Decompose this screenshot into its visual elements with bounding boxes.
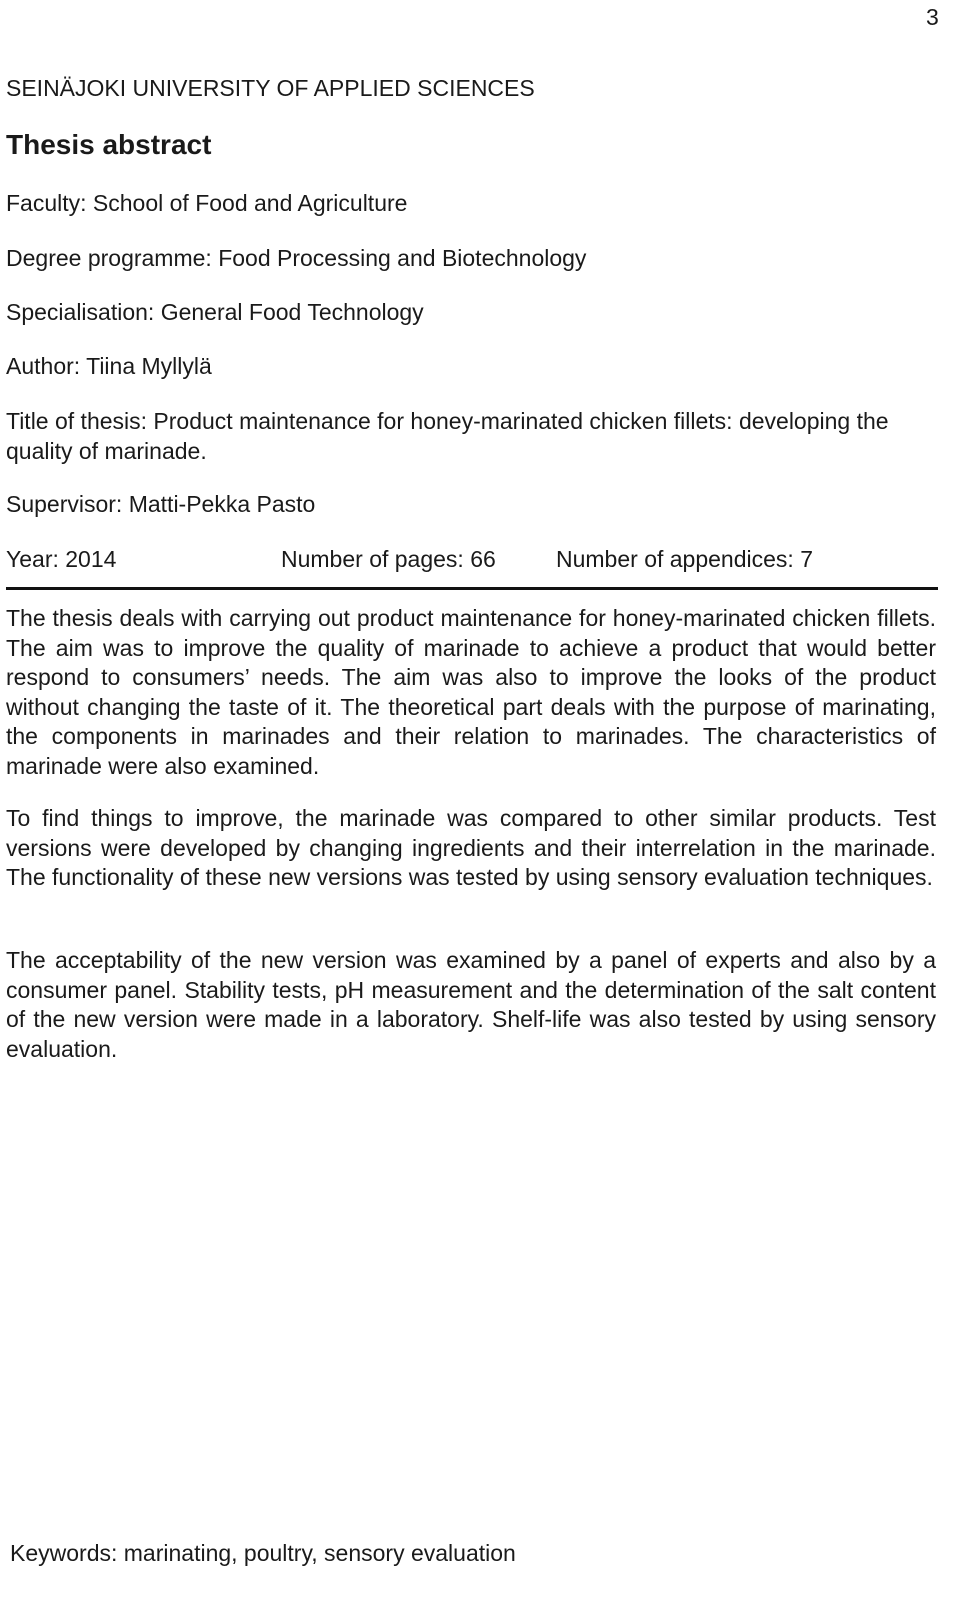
degree-programme-field: Degree programme: Food Processing and Biotechnology bbox=[6, 245, 587, 271]
page-count-field: Number of pages: 66 bbox=[281, 546, 496, 572]
divider bbox=[6, 587, 938, 590]
thesis-meta-row bbox=[6, 544, 938, 574]
supervisor-field: Supervisor: Matti-Pekka Pasto bbox=[6, 491, 316, 517]
author-field: Author: Tiina Myllylä bbox=[6, 353, 212, 379]
page-title: Thesis abstract bbox=[6, 129, 212, 160]
page-number: 3 bbox=[926, 4, 939, 30]
abstract-paragraph: The thesis deals with carrying out product maintenance for honey-marinated chicken fillets. The aim was to improve the quality of marinade to achieve a product that would better respond to consumers’ needs. The aim was also to improve the looks of the product without changing the taste of it. The theoretical part deals with the purpose of marinating, the components in marinades and their relation to marinades. The characteristics of marinade were also examined. bbox=[6, 605, 936, 779]
keywords: Keywords: marinating, poultry, sensory evaluation bbox=[10, 1540, 516, 1566]
year-field: Year: 2014 bbox=[6, 546, 117, 572]
thesis-title-field: Title of thesis: Product maintenance for honey-marinated chicken fillets: developing the quality of marinade. bbox=[6, 408, 889, 464]
appendix-count-field: Number of appendices: 7 bbox=[556, 546, 813, 572]
university-name: SEINÄJOKI UNIVERSITY OF APPLIED SCIENCES bbox=[6, 75, 535, 101]
abstract-paragraph: To find things to improve, the marinade was compared to other similar products. Test versions were developed by changing ingredients and their interrelation in the marinade. The functionality of these new versions was tested by using sensory evaluation techniques. bbox=[6, 805, 936, 890]
faculty-field: Faculty: School of Food and Agriculture bbox=[6, 190, 408, 216]
specialisation-field: Specialisation: General Food Technology bbox=[6, 299, 424, 325]
abstract-paragraph: The acceptability of the new version was examined by a panel of experts and also by a consumer panel. Stability tests, pH measurement and the determination of the salt content of the new version were made in a laboratory. Shelf-life was also tested by using sensory evaluation. bbox=[6, 947, 936, 1062]
